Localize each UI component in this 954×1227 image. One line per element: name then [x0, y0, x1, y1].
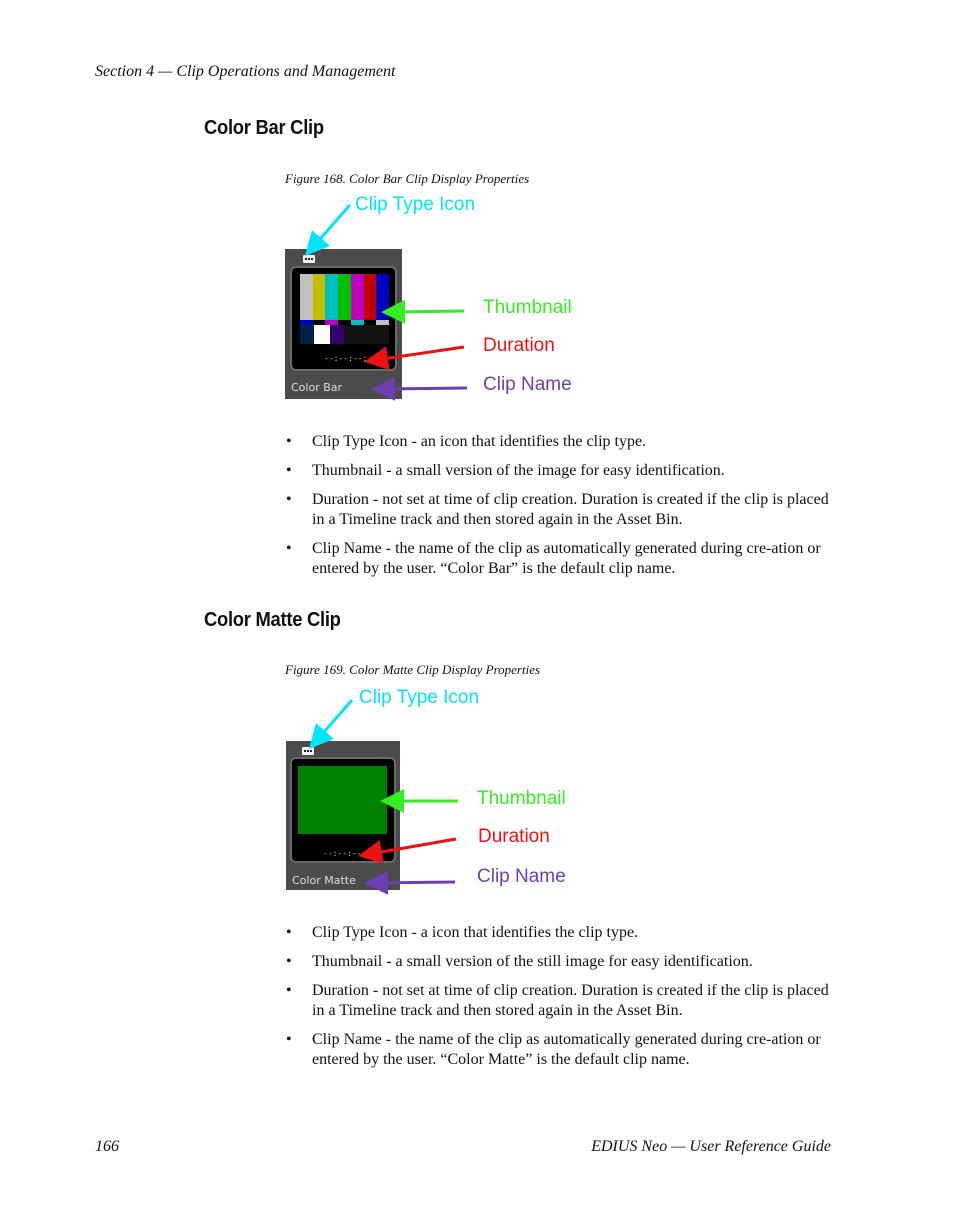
section-heading-color-matte-clip: Color Matte Clip: [204, 609, 341, 631]
list-item: • Duration - not set at time of clip creation. Duration is created if the clip is placed in a Timeline track and then stored again in the Asset Bin.: [285, 490, 835, 530]
list-item: • Clip Type Icon - a icon that identifies the clip type.: [285, 923, 835, 943]
list-item: • Clip Name - the name of the clip as automatically generated during cre-ation or entered by the user. “Color Bar” is the default clip name.: [285, 539, 835, 579]
guide-title: EDIUS Neo — User Reference Guide: [591, 1138, 831, 1155]
list-item: • Duration - not set at time of clip creation. Duration is created if the clip is placed in a Timeline track and then stored again in the Asset Bin.: [285, 981, 835, 1021]
clip-duration: --:--:--;--: [323, 849, 376, 858]
callout-clip-name: Clip Name: [477, 866, 566, 887]
section-heading-color-bar-clip: Color Bar Clip: [204, 117, 324, 139]
callout-clip-type-icon: Clip Type Icon: [359, 687, 480, 708]
clip-duration: --:--:--;--: [324, 354, 377, 363]
clip-name-label: Color Bar: [291, 381, 343, 394]
callout-duration: Duration: [483, 335, 555, 356]
page-number: 166: [95, 1138, 119, 1155]
callout-duration: Duration: [478, 826, 550, 847]
callout-clip-name: Clip Name: [483, 374, 572, 395]
list-item: • Clip Name - the name of the clip as automatically generated during cre-ation or entered by the user. “Color Matte” is the default clip name.: [285, 1030, 835, 1070]
callout-clip-type-icon: Clip Type Icon: [355, 194, 476, 215]
list-item: • Thumbnail - a small version of the still image for easy identification.: [285, 952, 835, 972]
figure-caption-169: Figure 169. Color Matte Clip Display Properties: [285, 662, 541, 677]
callout-thumbnail: Thumbnail: [483, 297, 572, 318]
arrow-duration: [370, 839, 456, 854]
list-item: • Thumbnail - a small version of the image for easy identification.: [285, 461, 835, 481]
bullet-list-color-matte: [285, 923, 835, 1079]
list-item: • Clip Type Icon - an icon that identifies the clip type.: [285, 432, 835, 452]
arrow-clip-type-icon: [317, 700, 352, 740]
clip-name-label: Color Matte: [292, 874, 356, 887]
arrow-clip-name: [376, 882, 455, 883]
running-head: Section 4 — Clip Operations and Management: [95, 63, 396, 80]
figure-caption-168: Figure 168. Color Bar Clip Display Properties: [285, 171, 530, 186]
callout-thumbnail: Thumbnail: [477, 788, 566, 809]
